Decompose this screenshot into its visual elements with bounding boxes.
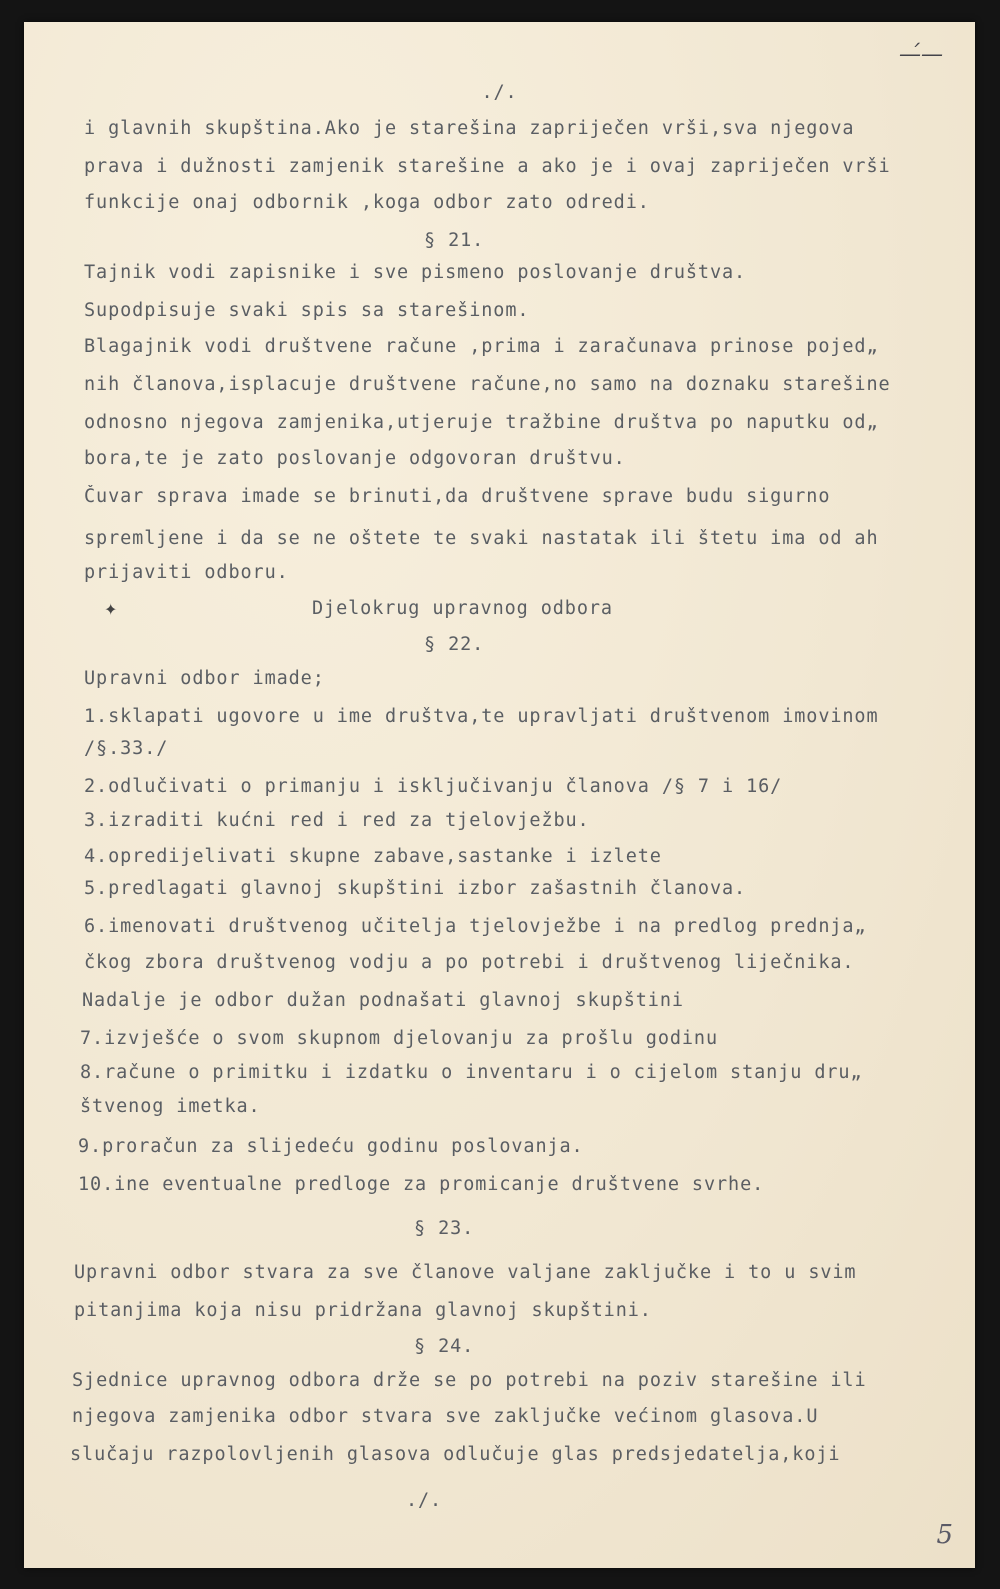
- text-line: 4.opredijelivati skupne zabave,sastanke i izlete: [84, 846, 662, 867]
- text-line: 9.proračun za slijedeću godinu poslovanja.: [78, 1136, 584, 1157]
- continuation-mark-bottom: ./.: [405, 1490, 443, 1511]
- text-line: 6.imenovati društvenog učitelja tjelovježbe i na predlog prednja„: [84, 916, 867, 937]
- text-line: prava i dužnosti zamjenik starešine a ako je i ovaj zapriječen vrši: [84, 156, 891, 177]
- section-heading: § 21.: [424, 230, 485, 251]
- text-line: 7.izvješće o svom skupnom djelovanju za prošlu godinu: [80, 1028, 719, 1049]
- text-line: čkog zbora društvenog vodju a po potrebi i društvenog liječnika.: [84, 952, 855, 973]
- text-line: Nadalje je odbor dužan podnašati glavnoj skupštini: [82, 990, 684, 1011]
- text-line: 5.predlagati glavnoj skupštini izbor zašastnih članova.: [84, 878, 747, 899]
- text-line: njegova zamjenika odbor stvara sve zaključke većinom glasova.U: [72, 1406, 819, 1427]
- text-line: Blagajnik vodi društvene račune ,prima i zaračunava prinose pojed„: [84, 336, 879, 357]
- corner-pencil-mark: —́—: [899, 42, 943, 67]
- text-line: štvenog imetka.: [80, 1096, 261, 1117]
- text-line: /§.33./: [84, 738, 169, 759]
- section-heading: § 22.: [424, 634, 485, 655]
- text-line: spremljene i da se ne oštete te svaki nastatak ili štetu ima od ah: [84, 528, 879, 549]
- text-line: nih članova,isplacuje društvene račune,no samo na doznaku starešine: [84, 374, 891, 395]
- text-line: slučaju razpolovljenih glasova odlučuje glas predsjedatelja,koji: [70, 1444, 841, 1465]
- section-heading: § 23.: [414, 1218, 475, 1239]
- text-line: Čuvar sprava imade se brinuti,da društvene sprave budu sigurno: [84, 486, 831, 507]
- page-number: 5: [936, 1520, 953, 1550]
- text-line: Upravni odbor imade;: [84, 668, 325, 689]
- section-heading: § 24.: [414, 1336, 475, 1357]
- continuation-mark-top: ./.: [481, 82, 518, 103]
- text-line: odnosno njegova zamjenika,utjeruje tražbine društva po naputku od„: [84, 412, 879, 433]
- text-line: funkcije onaj odbornik ,koga odbor zato odredi.: [84, 192, 650, 213]
- text-line: prijaviti odboru.: [84, 562, 289, 583]
- text-line: Sjednice upravnog odbora drže se po potrebi na poziv starešine ili: [72, 1370, 867, 1391]
- pencil-mark: ✦: [104, 600, 118, 619]
- text-line: pitanjima koja nisu pridržana glavnoj skupštini.: [74, 1300, 652, 1321]
- text-line: 2.odlučivati o primanju i isključivanju članova /§ 7 i 16/: [84, 776, 783, 797]
- text-line: bora,te je zato poslovanje odgovoran društvu.: [84, 448, 626, 469]
- text-line: Upravni odbor stvara za sve članove valjane zaključke i to u svim: [74, 1262, 857, 1283]
- text-line: 1.sklapati ugovore u ime društva,te upravljati društvenom imovinom: [84, 706, 879, 727]
- text-line: Supodpisuje svaki spis sa starešinom.: [84, 300, 530, 321]
- text-line: 3.izraditi kućni red i red za tjelovježbu.: [84, 810, 590, 831]
- text-line: 10.ine eventualne predloge za promicanje društvene svrhe.: [78, 1174, 765, 1195]
- document-page: [24, 22, 975, 1568]
- section-title: Djelokrug upravnog odbora: [312, 598, 613, 619]
- text-line: i glavnih skupština.Ako je starešina zapriječen vrši,sva njegova: [84, 118, 855, 139]
- text-line: 8.račune o primitku i izdatku o inventaru i o cijelom stanju dru„: [80, 1062, 863, 1083]
- text-line: Tajnik vodi zapisnike i sve pismeno poslovanje društva.: [84, 262, 747, 283]
